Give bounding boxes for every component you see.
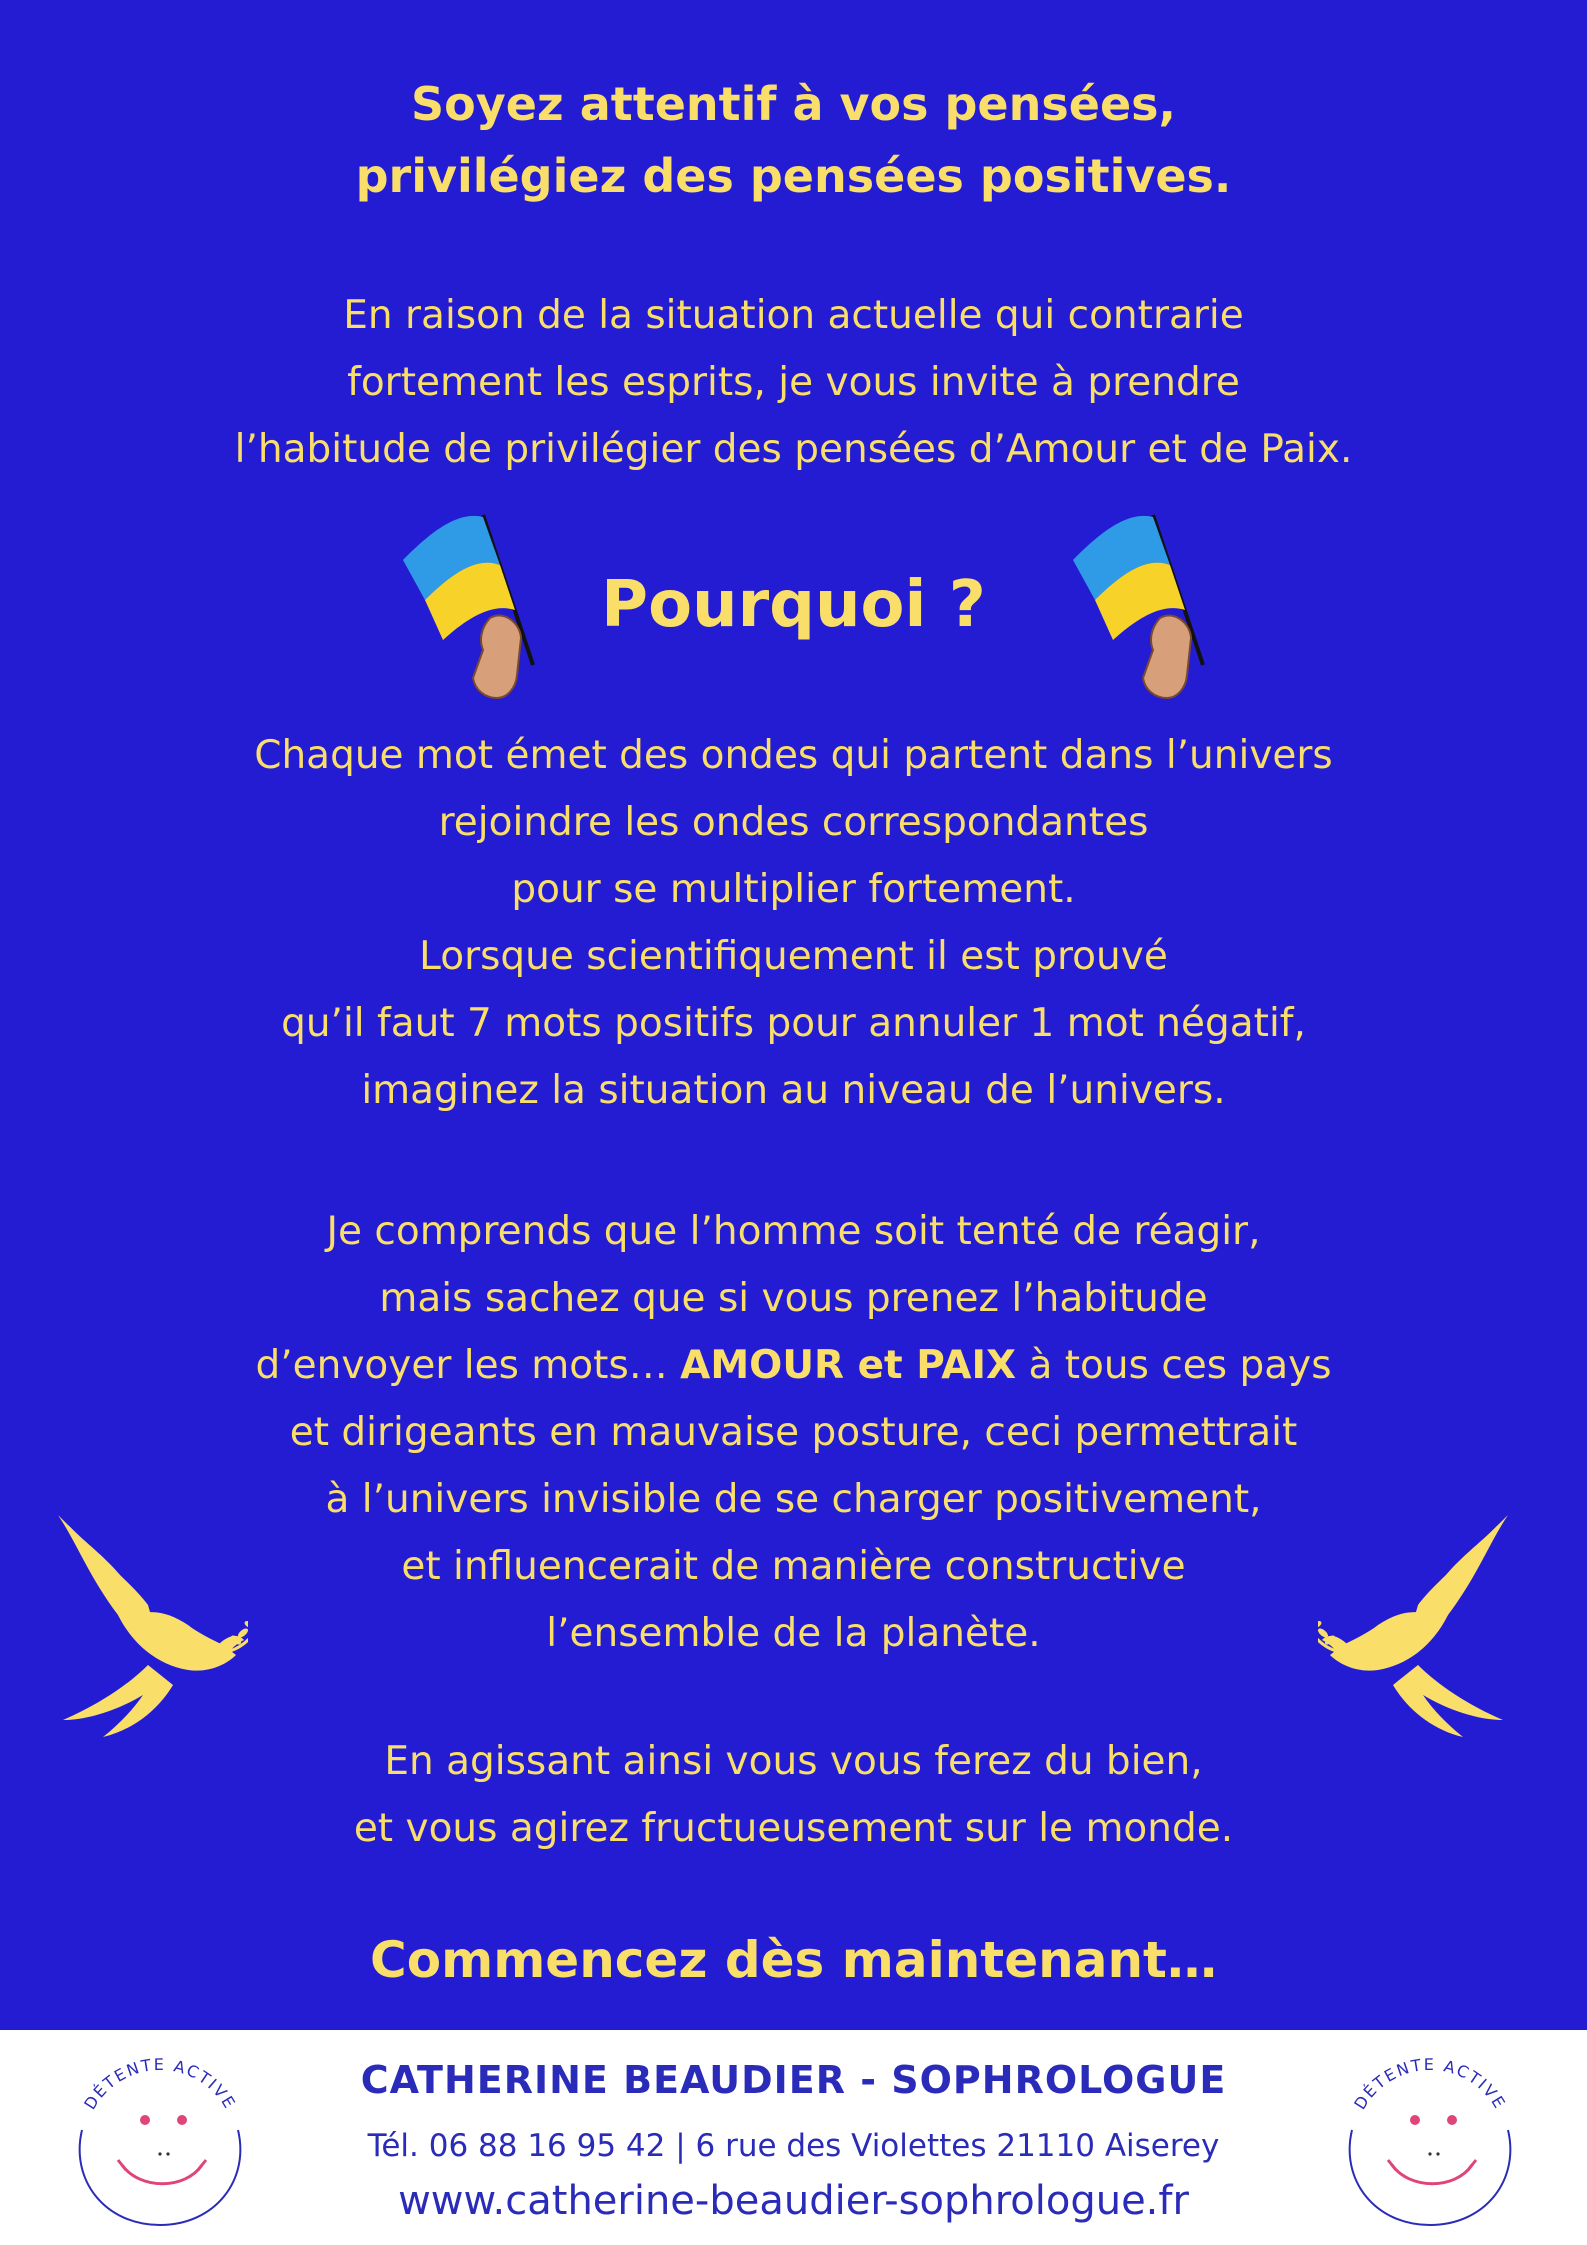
closing-line: En agissant ainsi vous vous ferez du bien, — [384, 1739, 1203, 1784]
body-line: mais sachez que si vous prenez l’habitude — [379, 1276, 1208, 1321]
footer-name: CATHERINE BEAUDIER - SOPHROLOGUE — [360, 2058, 1227, 2102]
intro-paragraph — [40, 282, 1547, 483]
body-line: et influencerait de manière constructive — [401, 1544, 1186, 1589]
website-link[interactable]: www.catherine-beaudier-sophrologue.fr — [398, 2178, 1189, 2224]
body-line: Chaque mot émet des ondes qui partent dans l’univers — [254, 733, 1333, 778]
logo-text: DÉTENTE ACTIVE — [80, 2054, 240, 2113]
body-line-with-emphasis — [40, 1332, 1547, 1399]
closing-paragraph — [40, 1728, 1547, 1862]
section-heading: Pourquoi ? — [601, 568, 986, 642]
explanation-paragraph — [40, 722, 1547, 1124]
intro-line: l’habitude de privilégier des pensées d’Amour et de Paix. — [234, 427, 1353, 472]
body-text: à tous ces pays — [1016, 1343, 1332, 1388]
body-line: imaginez la situation au niveau de l’univers. — [361, 1068, 1226, 1113]
title-line-1: Soyez attentif à vos pensées, — [411, 77, 1176, 131]
poster-title — [0, 68, 1587, 212]
emphasis-amour-paix: AMOUR et PAIX — [680, 1343, 1017, 1388]
logo-text: DÉTENTE ACTIVE — [1350, 2054, 1510, 2113]
body-line: Je comprends que l’homme soit tenté de réagir, — [326, 1209, 1261, 1254]
smiley-logo-icon — [1330, 2050, 1530, 2230]
ukraine-flag-icon — [1065, 510, 1205, 700]
body-text: d’envoyer les mots… — [255, 1343, 681, 1388]
dove-icon — [48, 1505, 248, 1745]
footer-contact: Tél. 06 88 16 95 42 | 6 rue des Violettes 21110 Aiserey — [367, 2128, 1220, 2164]
body-line: l’ensemble de la planète. — [546, 1611, 1041, 1656]
footer — [0, 2030, 1587, 2245]
body-line: Lorsque scientifiquement il est prouvé — [419, 934, 1168, 979]
closing-line: et vous agirez fructueusement sur le monde. — [353, 1806, 1234, 1851]
body-line: pour se multiplier fortement. — [511, 867, 1076, 912]
intro-line: fortement les esprits, je vous invite à prendre — [347, 360, 1240, 405]
body-line: qu’il faut 7 mots positifs pour annuler 1 mot négatif, — [281, 1001, 1306, 1046]
dove-icon — [1318, 1505, 1518, 1745]
svg-text:DÉTENTE ACTIVE — [1350, 2055, 1510, 2113]
call-to-action: Commencez dès maintenant… — [370, 1931, 1217, 1989]
body-line: et dirigeants en mauvaise posture, ceci permettrait — [289, 1410, 1298, 1455]
body-line: à l’univers invisible de se charger positivement, — [325, 1477, 1262, 1522]
intro-line: En raison de la situation actuelle qui contrarie — [343, 293, 1244, 338]
body-line: rejoindre les ondes correspondantes — [438, 800, 1149, 845]
title-line-2: privilégiez des pensées positives. — [355, 149, 1232, 203]
